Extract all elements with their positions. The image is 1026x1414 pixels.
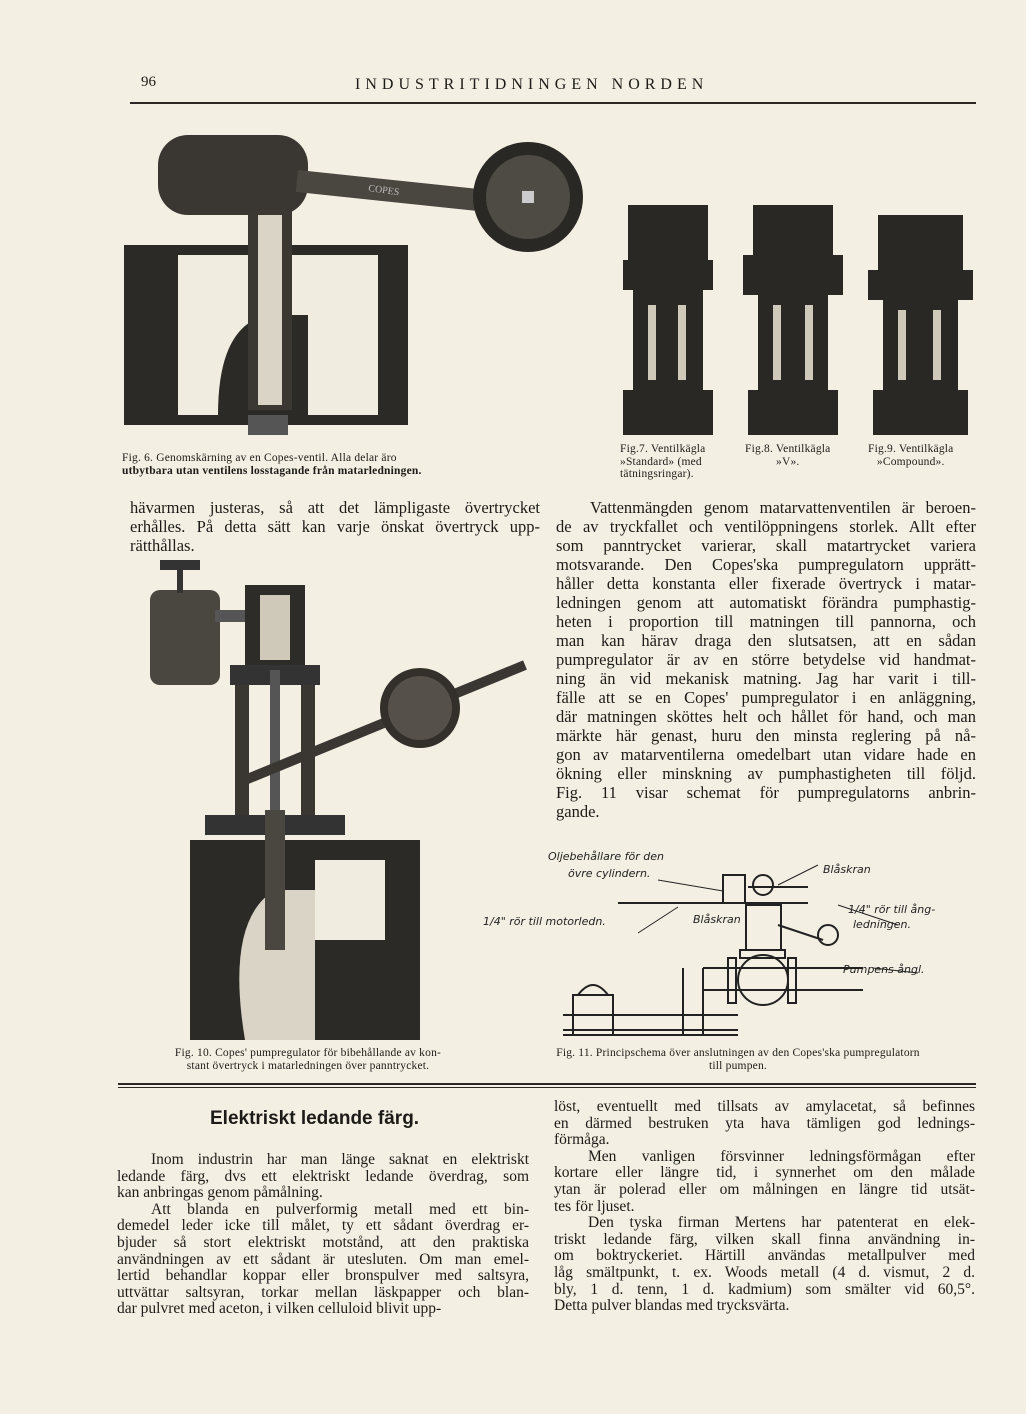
caption-line: utbytbara utan ventilens losstagande från matarledningen.: [122, 464, 422, 477]
upper-left-text: [130, 498, 540, 555]
caption-line: »Standard» (med: [620, 455, 702, 468]
article-right-column: [554, 1099, 975, 1315]
text-line: uttvättar saltsyran, torkar mellan läskpapper och blan-: [117, 1283, 529, 1301]
fig7-caption: [620, 443, 705, 481]
text-line: motsvarande. Den Copes'ska pumpregulatorn upprätt-: [556, 555, 976, 574]
fig10-pump-regulator-illustration: [115, 560, 530, 1042]
text-line: en därmed bestruken yta hava tämligen god lednings-: [554, 1114, 975, 1132]
text-line: triskt ledande färg, vilken skall finna användning in-: [554, 1230, 975, 1248]
text-line: lertid behandlar koppar eller bronspulver med saltsyra,: [117, 1267, 529, 1285]
caption-line: Fig.9. Ventilkägla: [868, 443, 954, 455]
text-line: tes för ljuset.: [554, 1197, 635, 1215]
text-line: rätthållas.: [130, 536, 195, 555]
fig6-valve-illustration: [118, 115, 603, 450]
text-line: kan anbringas genom påmålning.: [117, 1184, 323, 1202]
text-line: om boktryckeriet. Härtill användas metallpulver med: [554, 1247, 975, 1265]
caption-line: Fig.7. Ventilkägla: [620, 443, 706, 455]
text-line: som panntrycket varierar, skall matartrycket variera: [556, 536, 976, 555]
text-line: Inom industrin har man länge saknat en elektriskt: [151, 1151, 529, 1168]
label-oil-container-2: övre cylindern.: [568, 867, 651, 880]
text-line: förmåga.: [554, 1131, 610, 1149]
text-line: bly, 1 d. tenn, 1 d. kadmium) som smälter vid 60,5°.: [554, 1280, 975, 1298]
text-line: ytan är polerad eller om målningen en längre tid utsät-: [554, 1180, 975, 1198]
fig11-schematic-diagram: [478, 835, 978, 1040]
page-number: 96: [141, 74, 156, 90]
fig6-caption: [122, 452, 422, 477]
text-line: Detta pulver blandas med trycksvärta.: [554, 1297, 790, 1315]
text-line: gande.: [556, 802, 600, 821]
text-line: dar pulvret med aceton, i vilken celluloid blivit upp-: [117, 1300, 442, 1318]
caption-line: »V».: [776, 455, 800, 468]
text-line: hävarmen justeras, så att det lämpligaste övertrycket: [130, 498, 540, 517]
text-line: bjuder så stort elektriskt motstånd, att den praktiska: [117, 1233, 529, 1251]
text-line: Den tyska firman Mertens har patenterat en elek-: [588, 1214, 975, 1232]
fig11-caption: [498, 1047, 978, 1072]
caption-line: stant övertryck i matarledningen över panntrycket.: [186, 1059, 430, 1072]
caption-line: Fig. 10. Copes' pumpregulator för bibehållande av kon-: [174, 1047, 442, 1059]
lever-lettering: COPES: [367, 183, 400, 199]
caption-line: till pumpen.: [709, 1059, 767, 1072]
label-oil-container: Oljebehållare för den: [548, 850, 664, 863]
text-line: gon av matarventilerna omedelbart utan vidare hade en: [556, 745, 976, 764]
text-line: låg smältpunkt, t. ex. Woods metall (4 d. vismut, 2 d.: [554, 1263, 975, 1281]
article-left-column: [117, 1152, 529, 1318]
caption-line: Fig.8. Ventilkägla: [745, 443, 831, 455]
text-line: demedel leder icke till målet, ty ett sådant överdrag er-: [117, 1217, 529, 1235]
text-line: ning än vid mekanisk matning. Jag har varit i till-: [556, 669, 976, 688]
text-line: löst, eventuellt med tillsats av amylacetat, så befinnes: [554, 1098, 975, 1115]
caption-line: Fig. 11. Principschema över anslutningen av den Copes'ska pumpregulatorn: [556, 1047, 920, 1059]
text-line: ledande färg, dvs ett elektriskt ledande överdrag, som: [117, 1167, 529, 1185]
fig10-caption: [118, 1047, 498, 1072]
text-line: Vattenmängden genom matarvattenventilen är beroen-: [590, 498, 976, 517]
label-pump-steam: Pumpens ångl.: [843, 963, 925, 976]
header-rule: [130, 102, 976, 104]
text-line: håller detta konstanta eller fixerade övertryck i matar-: [556, 574, 976, 593]
text-line: Att blanda en pulverformig metall med ett bin-: [151, 1200, 529, 1218]
text-line: Fig. 11 visar schemat för pumpregulatorns anbrin-: [556, 783, 976, 802]
caption-line: »Compound».: [876, 455, 945, 468]
label-blowcock-mid: Blåskran: [693, 913, 741, 926]
text-line: fälle att se en Copes' pumpregulator i en anläggning,: [556, 688, 976, 707]
label-pipe-motor: 1/4" rör till motorledn.: [483, 915, 606, 928]
upper-right-text: [556, 498, 976, 821]
label-blowcock-top: Blåskran: [823, 863, 871, 876]
text-line: Men vanligen försvinner ledningsförmågan efter: [588, 1147, 975, 1165]
text-line: man kan härav draga den slutsatsen, att en sådan: [556, 631, 976, 650]
fig9-caption: [868, 443, 953, 468]
running-header: INDUSTRITIDNINGEN NORDEN: [355, 76, 709, 93]
section-rule-thin: [118, 1087, 976, 1088]
text-line: där matningen sköttes helt och hållet för hand, och man: [556, 707, 976, 726]
text-line: erhålles. På detta sätt kan varje önskat övertryck upp-: [130, 517, 540, 536]
fig7-9-valve-plugs-illustration: [618, 195, 978, 440]
text-line: heten i proportion till matningen till pannorna, och: [556, 612, 976, 631]
label-pipe-steam: 1/4" rör till ång-: [848, 903, 936, 916]
text-line: pumpregulator är av en större betydelse vid handmat-: [556, 650, 976, 669]
text-line: användningen av ett sådant är utesluten. Om man emel-: [117, 1250, 529, 1268]
text-line: kortare eller längre tid, i synnerhet om den målade: [554, 1164, 975, 1182]
text-line: ökning eller minskning av pumphastigheten till följd.: [556, 764, 976, 783]
section-rule: [118, 1083, 976, 1085]
caption-line: tätningsringar).: [620, 468, 694, 480]
caption-line: Fig. 6. Genomskärning av en Copes-ventil. Alla delar äro: [122, 452, 397, 464]
label-pipe-steam-2: ledningen.: [853, 918, 912, 931]
text-line: ledningen genom att automatiskt förändra pumphastig-: [556, 593, 976, 612]
article-title: Elektriskt ledande färg.: [210, 1108, 420, 1129]
text-line: märkte här genast, huru den minsta reglering på nå-: [556, 726, 976, 745]
fig8-caption: [745, 443, 830, 468]
text-line: de av tryckfallet och ventilöppningens storlek. Allt efter: [556, 517, 976, 536]
